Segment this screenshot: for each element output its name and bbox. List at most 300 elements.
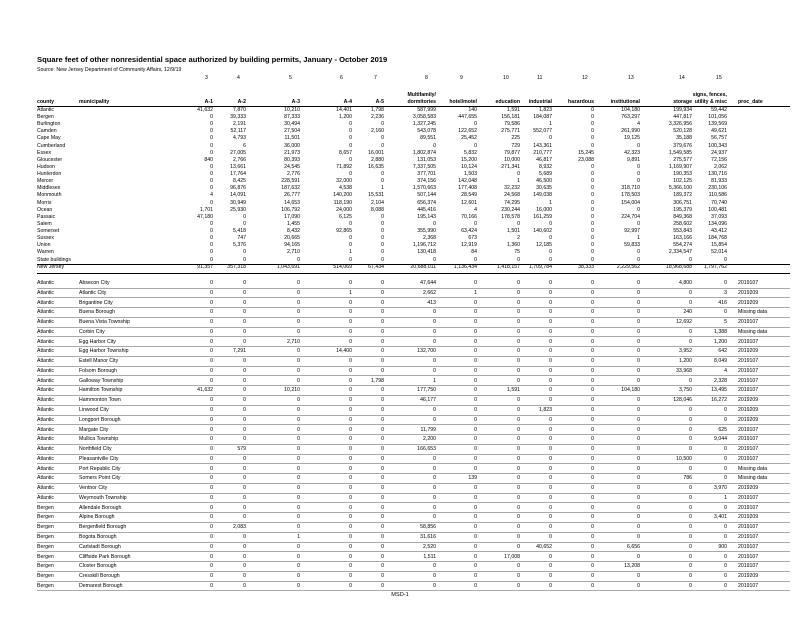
- summary-cell: 177,408: [458, 185, 477, 192]
- detail-cell: 0: [591, 377, 594, 384]
- municipality-row: [0, 513, 800, 521]
- summary-cell: 0: [637, 249, 640, 256]
- detail-cell: 1: [433, 377, 436, 384]
- detail-cell: 2,200: [423, 436, 436, 443]
- detail-cell: Somers Point City: [79, 475, 121, 482]
- summary-cell: 0: [549, 256, 552, 263]
- summary-cell: 0: [637, 206, 640, 213]
- summary-cell: 0: [637, 171, 640, 178]
- detail-cell: 10,500: [676, 455, 692, 462]
- detail-cell: 0: [243, 553, 246, 560]
- summary-cell: 21,973: [284, 149, 300, 156]
- summary-cell: 81,933: [711, 178, 727, 185]
- summary-cell: 39,333: [230, 114, 246, 121]
- detail-cell: 0: [349, 553, 352, 560]
- detail-cell: 0: [210, 563, 213, 570]
- detail-cell: 0: [689, 573, 692, 580]
- summary-cell: Hudson: [37, 163, 55, 170]
- summary-cell: 225: [511, 135, 520, 142]
- summary-cell: 52,117: [230, 128, 246, 135]
- detail-cell: 0: [210, 436, 213, 443]
- detail-cell: 0: [210, 289, 213, 296]
- summary-cell: 14,091: [230, 192, 246, 199]
- summary-cell: 1,043,691: [276, 263, 300, 270]
- summary-cell: 0: [297, 256, 300, 263]
- detail-cell: 0: [474, 465, 477, 472]
- summary-cell: 27,504: [284, 128, 300, 135]
- detail-cell: Bergen: [37, 553, 54, 560]
- summary-cell: 47,180: [197, 213, 213, 220]
- detail-cell: Estell Manor City: [79, 358, 119, 365]
- summary-cell: 377,701: [417, 171, 436, 178]
- summary-cell: 5,376: [233, 242, 246, 249]
- summary-cell: 20,665: [284, 235, 300, 242]
- summary-cell: Warren: [37, 249, 54, 256]
- detail-cell: Bogota Borough: [79, 534, 117, 541]
- summary-cell: 275,577: [673, 156, 692, 163]
- detail-cell: Hamilton Township: [79, 387, 123, 394]
- detail-cell: Hammonton Town: [79, 397, 121, 404]
- detail-cell: Folsom Borough: [79, 367, 118, 374]
- summary-cell: 4: [637, 121, 640, 128]
- summary-cell: 0: [381, 235, 384, 242]
- detail-cell: 0: [243, 299, 246, 306]
- detail-cell: 240: [683, 309, 692, 316]
- column-number: 13: [628, 75, 634, 81]
- summary-cell: 41,632: [197, 107, 213, 113]
- summary-cell: 154,004: [621, 199, 640, 206]
- municipality-row: [0, 289, 800, 297]
- detail-cell: 0: [689, 582, 692, 589]
- detail-cell: 0: [297, 377, 300, 384]
- detail-cell: 0: [549, 436, 552, 443]
- detail-cell: 0: [689, 436, 692, 443]
- detail-cell: 0: [433, 367, 436, 374]
- detail-cell: 0: [637, 446, 640, 453]
- summary-cell: 1: [381, 185, 384, 192]
- municipality-row: [0, 367, 800, 375]
- detail-cell: Ventnor City: [79, 485, 108, 492]
- summary-cell: 0: [349, 135, 352, 142]
- summary-cell: 0: [591, 228, 594, 235]
- detail-cell: 0: [210, 485, 213, 492]
- summary-cell: 0: [243, 213, 246, 220]
- detail-cell: 0: [243, 358, 246, 365]
- detail-cell: 0: [517, 338, 520, 345]
- detail-cell: 0: [549, 328, 552, 335]
- detail-cell: 642: [718, 348, 727, 355]
- summary-cell: 0: [591, 114, 594, 121]
- detail-cell: 0: [297, 309, 300, 316]
- summary-cell: 0: [243, 220, 246, 227]
- detail-cell: 2019107: [738, 280, 759, 286]
- summary-cell: 3,326,956: [668, 121, 692, 128]
- column-number-row: [0, 74, 800, 82]
- detail-cell: Atlantic: [37, 358, 55, 365]
- detail-cell: Atlantic: [37, 446, 55, 453]
- summary-cell: 0: [210, 114, 213, 121]
- summary-cell: 0: [381, 228, 384, 235]
- detail-cell: Egg Harbor Township: [79, 348, 129, 355]
- detail-cell: 0: [210, 534, 213, 541]
- detail-cell: 0: [381, 543, 384, 550]
- detail-cell: 0: [243, 494, 246, 501]
- detail-cell: 0: [297, 328, 300, 335]
- detail-cell: 0: [517, 543, 520, 550]
- summary-cell: 30,949: [230, 199, 246, 206]
- detail-cell: Bergenfield Borough: [79, 524, 127, 531]
- column-header: education: [495, 99, 520, 105]
- summary-cell: 210,777: [533, 149, 552, 156]
- summary-cell: 0: [381, 135, 384, 142]
- detail-cell: 5: [724, 319, 727, 326]
- summary-cell: 25,930: [230, 206, 246, 213]
- detail-cell: 0: [243, 309, 246, 316]
- summary-cell: 71,892: [336, 163, 352, 170]
- detail-cell: 0: [517, 573, 520, 580]
- detail-cell: 0: [517, 328, 520, 335]
- detail-cell: 0: [243, 280, 246, 286]
- summary-cell: 72,156: [711, 156, 727, 163]
- detail-cell: 0: [637, 475, 640, 482]
- row-divider: [37, 273, 790, 274]
- detail-cell: 0: [349, 494, 352, 501]
- summary-cell: 0: [210, 121, 213, 128]
- header-top-multifamily: Multifamily/: [407, 92, 436, 98]
- detail-cell: Bergen: [37, 504, 54, 511]
- detail-cell: 2019107: [738, 494, 759, 501]
- summary-cell: 79,586: [504, 121, 520, 128]
- summary-cell: 189,372: [673, 192, 692, 199]
- detail-cell: 0: [591, 328, 594, 335]
- summary-cell: 0: [381, 242, 384, 249]
- detail-cell: 0: [591, 514, 594, 521]
- detail-cell: 0: [210, 328, 213, 335]
- summary-cell: 5,832: [464, 149, 477, 156]
- detail-cell: Missing data: [738, 475, 768, 482]
- summary-cell: 1,797,762: [703, 263, 727, 270]
- detail-cell: 0: [433, 485, 436, 492]
- detail-cell: Missing data: [738, 328, 768, 335]
- detail-cell: 0: [591, 494, 594, 501]
- detail-cell: Atlantic: [37, 299, 55, 306]
- detail-cell: 0: [724, 582, 727, 589]
- summary-cell: 184,087: [533, 114, 552, 121]
- detail-cell: 0: [474, 543, 477, 550]
- detail-cell: 0: [591, 289, 594, 296]
- summary-cell: 0: [591, 213, 594, 220]
- municipality-row: [0, 484, 800, 492]
- detail-cell: 0: [474, 407, 477, 413]
- summary-cell: 258,602: [673, 220, 692, 227]
- municipality-row: [0, 445, 800, 453]
- detail-cell: 0: [349, 377, 352, 384]
- detail-cell: 0: [549, 573, 552, 580]
- detail-cell: 0: [349, 534, 352, 541]
- detail-cell: 625: [718, 426, 727, 433]
- detail-cell: 0: [381, 397, 384, 404]
- detail-cell: 0: [689, 534, 692, 541]
- summary-cell: 8,425: [233, 178, 246, 185]
- summary-cell: 0: [591, 220, 594, 227]
- municipality-row: [0, 494, 800, 502]
- summary-cell: 1,591: [507, 107, 520, 113]
- detail-cell: 0: [243, 387, 246, 394]
- summary-cell: 80,393: [284, 156, 300, 163]
- summary-cell: Bergen: [37, 114, 54, 121]
- detail-cell: Atlantic: [37, 387, 55, 394]
- report-title: Square feet of other nonresidential space authorized by building permits, January - October 2019: [37, 55, 388, 64]
- detail-cell: 0: [349, 328, 352, 335]
- summary-cell: 17,090: [284, 213, 300, 220]
- municipality-row: [0, 455, 800, 463]
- summary-cell: Gloucester: [37, 156, 63, 163]
- summary-cell: 142,048: [458, 178, 477, 185]
- detail-cell: 0: [549, 504, 552, 511]
- summary-cell: 156,181: [501, 114, 520, 121]
- detail-cell: 0: [549, 524, 552, 531]
- detail-cell: 11,799: [420, 426, 436, 433]
- summary-cell: 1,196,712: [412, 242, 436, 249]
- detail-cell: 0: [210, 309, 213, 316]
- detail-cell: 31,616: [420, 534, 436, 541]
- detail-cell: 0: [297, 524, 300, 531]
- detail-cell: 2019107: [738, 582, 759, 589]
- header-top-signs: signs, fences,: [692, 92, 727, 98]
- detail-cell: 0: [637, 553, 640, 560]
- summary-cell: 0: [210, 135, 213, 142]
- detail-cell: 0: [549, 534, 552, 541]
- column-number: 4: [237, 75, 240, 81]
- summary-cell: 139,569: [708, 121, 727, 128]
- detail-cell: Bergen: [37, 563, 54, 570]
- summary-cell: Atlantic: [37, 107, 55, 113]
- detail-cell: 0: [549, 309, 552, 316]
- summary-cell: 37,093: [711, 213, 727, 220]
- detail-cell: 0: [297, 367, 300, 374]
- detail-cell: 0: [637, 397, 640, 404]
- summary-cell: 2: [517, 235, 520, 242]
- detail-cell: 0: [297, 494, 300, 501]
- detail-cell: Bergen: [37, 524, 54, 531]
- summary-cell: 140,602: [533, 228, 552, 235]
- detail-cell: 0: [474, 494, 477, 501]
- detail-cell: Atlantic City: [79, 289, 107, 296]
- detail-cell: Cliffside Park Borough: [79, 553, 131, 560]
- summary-cell: 8,088: [371, 206, 384, 213]
- municipality-row: [0, 572, 800, 580]
- detail-cell: 7,291: [233, 348, 246, 355]
- summary-cell: 0: [243, 249, 246, 256]
- summary-cell: 554,274: [673, 242, 692, 249]
- detail-cell: 0: [381, 358, 384, 365]
- detail-cell: 0: [243, 377, 246, 384]
- summary-cell: 0: [210, 128, 213, 135]
- summary-cell: 38,333: [578, 263, 594, 270]
- detail-cell: 0: [297, 573, 300, 580]
- municipality-row: [0, 308, 800, 316]
- municipality-row: [0, 465, 800, 473]
- detail-cell: 0: [724, 475, 727, 482]
- detail-cell: 0: [297, 563, 300, 570]
- detail-cell: 1,388: [714, 328, 727, 335]
- detail-cell: 2019209: [738, 416, 759, 423]
- detail-cell: 0: [549, 367, 552, 374]
- detail-cell: 0: [549, 485, 552, 492]
- detail-cell: 0: [591, 299, 594, 306]
- summary-cell: 24,545: [284, 163, 300, 170]
- detail-cell: Corbin City: [79, 328, 105, 335]
- summary-cell: 10,000: [504, 156, 520, 163]
- detail-cell: 0: [637, 407, 640, 413]
- summary-cell: 0: [637, 220, 640, 227]
- detail-cell: 0: [689, 289, 692, 296]
- detail-cell: 104,180: [621, 387, 640, 394]
- detail-cell: 0: [591, 563, 594, 570]
- summary-cell: 0: [349, 121, 352, 128]
- detail-cell: 0: [297, 289, 300, 296]
- summary-cell: 0: [210, 235, 213, 242]
- detail-cell: 0: [381, 407, 384, 413]
- detail-cell: 0: [210, 553, 213, 560]
- detail-cell: 0: [297, 582, 300, 589]
- summary-cell: 1,360: [507, 242, 520, 249]
- detail-cell: 0: [517, 504, 520, 511]
- detail-cell: Northfield City: [79, 446, 112, 453]
- detail-cell: 0: [549, 514, 552, 521]
- summary-cell: 17,764: [230, 171, 246, 178]
- detail-cell: 0: [474, 377, 477, 384]
- detail-cell: Longport Borough: [79, 416, 121, 423]
- summary-cell: 163,166: [673, 235, 692, 242]
- summary-cell: 5,418: [233, 228, 246, 235]
- detail-cell: 0: [637, 289, 640, 296]
- source-note: Source: New Jersey Department of Community Affairs, 12/9/19: [37, 67, 182, 73]
- detail-cell: 0: [724, 563, 727, 570]
- detail-cell: 0: [210, 514, 213, 521]
- detail-cell: 0: [210, 280, 213, 286]
- detail-cell: 41,632: [197, 387, 213, 394]
- detail-cell: 0: [474, 280, 477, 286]
- column-number: 3: [205, 75, 208, 81]
- detail-cell: 0: [637, 465, 640, 472]
- summary-cell: 4: [210, 192, 213, 199]
- detail-cell: 0: [474, 348, 477, 355]
- detail-cell: 0: [381, 426, 384, 433]
- detail-cell: 0: [549, 397, 552, 404]
- summary-cell: 2,191: [233, 121, 246, 128]
- detail-cell: 416: [718, 299, 727, 306]
- detail-cell: 0: [349, 485, 352, 492]
- detail-cell: 3,952: [679, 348, 692, 355]
- detail-cell: 0: [549, 387, 552, 394]
- summary-cell: 306,751: [673, 199, 692, 206]
- detail-cell: 0: [243, 319, 246, 326]
- detail-cell: Buena Vista Township: [79, 319, 130, 326]
- municipality-row: [0, 553, 800, 561]
- summary-cell: 32,232: [504, 185, 520, 192]
- summary-cell: 0: [591, 128, 594, 135]
- detail-cell: 0: [474, 582, 477, 589]
- detail-cell: 2019209: [738, 289, 759, 296]
- summary-cell: 89,551: [420, 135, 436, 142]
- summary-cell: 0: [474, 256, 477, 263]
- detail-cell: 12,692: [676, 319, 692, 326]
- detail-cell: Bergen: [37, 582, 54, 589]
- detail-cell: 0: [591, 358, 594, 365]
- summary-cell: 0: [591, 178, 594, 185]
- detail-cell: 0: [591, 485, 594, 492]
- column-number: 12: [582, 75, 588, 81]
- summary-cell: 12,601: [461, 199, 477, 206]
- detail-cell: 0: [433, 573, 436, 580]
- summary-cell: 4,538: [339, 185, 352, 192]
- summary-cell: 0: [210, 228, 213, 235]
- summary-cell: 2,880: [371, 156, 384, 163]
- detail-cell: 13,495: [711, 387, 727, 394]
- summary-cell: 224,704: [621, 213, 640, 220]
- detail-cell: 0: [243, 563, 246, 570]
- summary-cell: 24,568: [504, 192, 520, 199]
- detail-cell: 0: [689, 426, 692, 433]
- detail-cell: 16,272: [711, 397, 727, 404]
- detail-cell: 0: [210, 494, 213, 501]
- summary-cell: 16,635: [368, 163, 384, 170]
- detail-cell: 0: [210, 338, 213, 345]
- detail-cell: 0: [637, 319, 640, 326]
- summary-cell: 49,621: [711, 128, 727, 135]
- detail-cell: 0: [381, 534, 384, 541]
- detail-cell: 0: [210, 299, 213, 306]
- detail-cell: 0: [637, 367, 640, 374]
- detail-cell: 6,656: [627, 543, 640, 550]
- detail-cell: 2019209: [738, 514, 759, 521]
- detail-cell: 0: [243, 397, 246, 404]
- summary-cell: 1: [349, 249, 352, 256]
- municipality-row: [0, 543, 800, 551]
- detail-cell: 0: [689, 514, 692, 521]
- detail-cell: 0: [381, 455, 384, 462]
- detail-cell: Margate City: [79, 426, 109, 433]
- summary-cell: 0: [637, 178, 640, 185]
- detail-cell: Allendale Borough: [79, 504, 122, 511]
- column-header: storage: [673, 99, 692, 105]
- summary-cell: 46,817: [536, 156, 552, 163]
- detail-cell: 0: [517, 426, 520, 433]
- detail-cell: 0: [349, 407, 352, 413]
- municipality-row: [0, 582, 800, 590]
- detail-cell: 0: [591, 553, 594, 560]
- detail-cell: Atlantic: [37, 289, 55, 296]
- detail-cell: 0: [297, 280, 300, 286]
- detail-cell: 0: [637, 534, 640, 541]
- municipality-row: [0, 426, 800, 434]
- summary-cell: 63,424: [461, 228, 477, 235]
- summary-cell: 195,143: [417, 213, 436, 220]
- summary-cell: 1,802,874: [412, 149, 436, 156]
- summary-cell: 230,106: [708, 185, 727, 192]
- municipality-row: [0, 347, 800, 355]
- detail-cell: 0: [689, 504, 692, 511]
- detail-cell: 0: [210, 446, 213, 453]
- summary-cell: 7,337,505: [412, 163, 436, 170]
- column-header: A-1: [204, 99, 213, 105]
- detail-cell: 0: [689, 563, 692, 570]
- summary-cell: Hunterdon: [37, 171, 62, 178]
- detail-cell: 0: [517, 416, 520, 423]
- detail-cell: 0: [637, 348, 640, 355]
- detail-cell: 0: [381, 563, 384, 570]
